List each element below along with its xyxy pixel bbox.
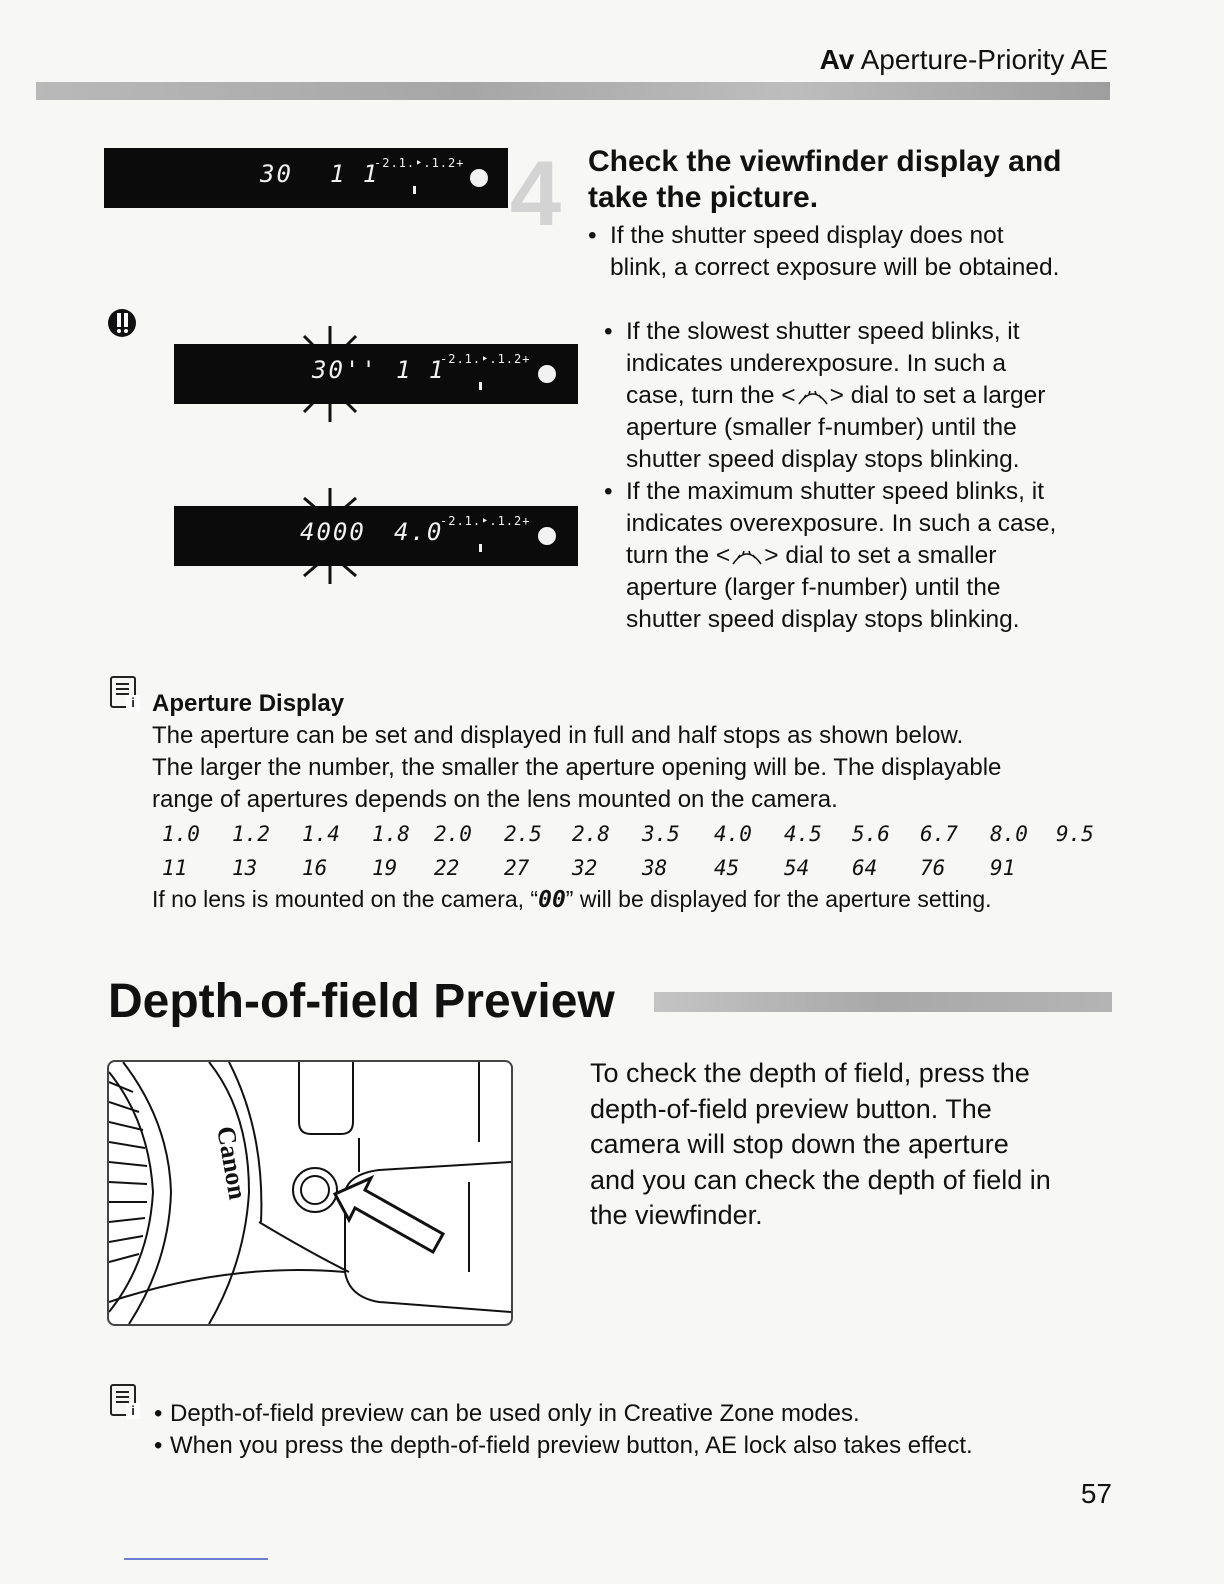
header-bar — [36, 82, 1110, 100]
footer-post: ” will be displayed for the aperture setting. — [565, 886, 992, 912]
caution-bullet-2 — [604, 476, 1114, 636]
caution-line: turn the < > dial to set a smaller — [626, 542, 997, 569]
note-icon — [110, 1384, 136, 1416]
dof-description — [590, 1056, 1120, 1234]
caution-text — [604, 316, 1114, 636]
aperture-value: 8.0 — [990, 822, 1028, 846]
caution-turn-text: turn the — [626, 542, 710, 569]
aperture-value: 38 — [642, 856, 668, 880]
aperture-value: 1.4 — [302, 822, 340, 846]
caution-icon — [106, 306, 140, 340]
section-title-bar — [654, 992, 1112, 1012]
dof-line: the viewfinder. — [590, 1200, 763, 1230]
camera-illustration — [107, 1060, 513, 1326]
aperture-row-1 — [162, 822, 1112, 850]
aperture-value: 13 — [232, 856, 258, 880]
lcd-shutter: 30 — [260, 160, 293, 188]
aperture-value: 1.2 — [232, 822, 270, 846]
focus-confirmation-icon — [538, 365, 556, 383]
lcd-exposure-scale: -2.1.‣.1.2+ — [374, 156, 465, 170]
aperture-value: 45 — [714, 856, 740, 880]
dof-line: To check the depth of field, press the — [590, 1058, 1030, 1088]
aperture-value: 6.7 — [920, 822, 958, 846]
step-heading-line1: Check the viewfinder display and — [588, 145, 1062, 178]
step-bullet — [588, 220, 1118, 284]
viewfinder-display-overexposure — [174, 506, 578, 566]
scale-pointer-icon — [479, 382, 482, 390]
aperture-value: 32 — [572, 856, 598, 880]
dof-note: • Depth-of-field preview can be used only in Creative Zone modes. — [154, 1398, 973, 1430]
main-dial-icon — [796, 388, 830, 406]
page-header-title — [820, 44, 1108, 76]
footer-pre: If no lens is mounted on the camera, “ — [152, 886, 539, 912]
caution-turn-rest: dial to set a smaller — [785, 542, 997, 569]
footer-link-underline[interactable] — [124, 1558, 268, 1560]
lcd-exposure-scale: -2.1.‣.1.2+ — [440, 352, 531, 366]
camera-dof-button-icon — [109, 1062, 511, 1324]
caution-line: aperture (larger f-number) until the — [626, 574, 1001, 601]
aperture-value: 3.5 — [642, 822, 680, 846]
main-dial-icon — [730, 548, 764, 566]
caution-line: shutter speed display stops blinking. — [626, 606, 1020, 633]
caution-line: indicates overexposure. In such a case, — [626, 510, 1057, 537]
step-heading-line2: take the picture. — [588, 181, 819, 214]
lcd-aperture: 4.0 — [394, 518, 444, 546]
focus-confirmation-icon — [538, 527, 556, 545]
caution-line: case, turn the < > dial to set a larger — [626, 382, 1046, 409]
aperture-value: 4.0 — [714, 822, 752, 846]
aperture-value: 4.5 — [784, 822, 822, 846]
aperture-value: 19 — [372, 856, 398, 880]
lcd-shutter: 30'' — [312, 356, 378, 384]
aperture-value: 1.8 — [372, 822, 410, 846]
footer-code: 00 — [538, 887, 566, 913]
aperture-note-line1: The aperture can be set and displayed in full and half stops as shown below. — [152, 722, 964, 749]
focus-confirmation-icon — [470, 169, 488, 187]
page-number: 57 — [1080, 1478, 1112, 1509]
caution-bullet-1 — [604, 316, 1114, 476]
dof-line: camera will stop down the aperture — [590, 1129, 1009, 1159]
caution-turn-text: case, turn the — [626, 382, 775, 409]
mode-label: Av — [819, 44, 855, 75]
aperture-value: 91 — [990, 856, 1016, 880]
aperture-value: 2.8 — [572, 822, 610, 846]
caution-turn-rest: dial to set a larger — [850, 382, 1046, 409]
dof-notes — [154, 1398, 973, 1462]
aperture-value: 1.0 — [162, 822, 200, 846]
caution-line: • If the maximum shutter speed blinks, it — [626, 478, 1045, 505]
aperture-value: 11 — [162, 856, 188, 880]
dof-line: and you can check the depth of field in — [590, 1164, 1051, 1195]
aperture-row-2 — [162, 856, 1112, 884]
step-bullet-line2: blink, a correct exposure will be obtained. — [610, 254, 1060, 281]
aperture-value: 5.6 — [852, 822, 890, 846]
aperture-note-title: Aperture Display — [152, 690, 345, 717]
aperture-value: 54 — [784, 856, 810, 880]
dof-note: • When you press the depth-of-field preview button, AE lock also takes effect. — [154, 1430, 973, 1462]
step-heading — [588, 144, 1108, 216]
aperture-value: 16 — [302, 856, 328, 880]
step-number: 4 — [510, 143, 562, 245]
arrow-icon — [335, 1178, 443, 1252]
step-bullet-line1: • If the shutter speed display does not — [588, 220, 1118, 252]
aperture-value: 2.5 — [504, 822, 542, 846]
caution-line: indicates underexposure. In such a — [626, 350, 1006, 377]
aperture-note-body — [152, 720, 1112, 816]
lcd-exposure-scale: -2.1.‣.1.2+ — [440, 514, 531, 528]
lcd-aperture: 1 1 — [330, 160, 380, 188]
viewfinder-display-underexposure — [174, 344, 578, 404]
scale-pointer-icon — [479, 544, 482, 552]
lcd-shutter: 4000 — [300, 518, 366, 546]
caution-line: shutter speed display stops blinking. — [626, 446, 1020, 473]
aperture-value: 9.5 — [1056, 822, 1094, 846]
lcd-aperture: 1 1 — [396, 356, 446, 384]
aperture-value: 64 — [852, 856, 878, 880]
aperture-value: 27 — [504, 856, 530, 880]
aperture-value: 2.0 — [434, 822, 472, 846]
aperture-note-line3: range of apertures depends on the lens mounted on the camera. — [152, 786, 838, 813]
aperture-value: 76 — [920, 856, 946, 880]
caution-line: • If the slowest shutter speed blinks, it — [626, 318, 1020, 345]
mode-title: Aperture-Priority AE — [860, 44, 1108, 75]
viewfinder-display-normal — [104, 148, 508, 208]
aperture-note-line2: The larger the number, the smaller the aperture opening will be. The displayable — [152, 754, 1002, 781]
section-title: Depth-of-field Preview — [108, 975, 615, 1028]
dof-line: depth-of-field preview button. The — [590, 1093, 992, 1124]
scale-pointer-icon — [413, 186, 416, 194]
camera-brand-text: Canon — [211, 1124, 253, 1202]
aperture-note-footer — [152, 886, 992, 913]
note-icon — [110, 676, 136, 708]
caution-line: aperture (smaller f-number) until the — [626, 414, 1017, 441]
aperture-value: 22 — [434, 856, 460, 880]
